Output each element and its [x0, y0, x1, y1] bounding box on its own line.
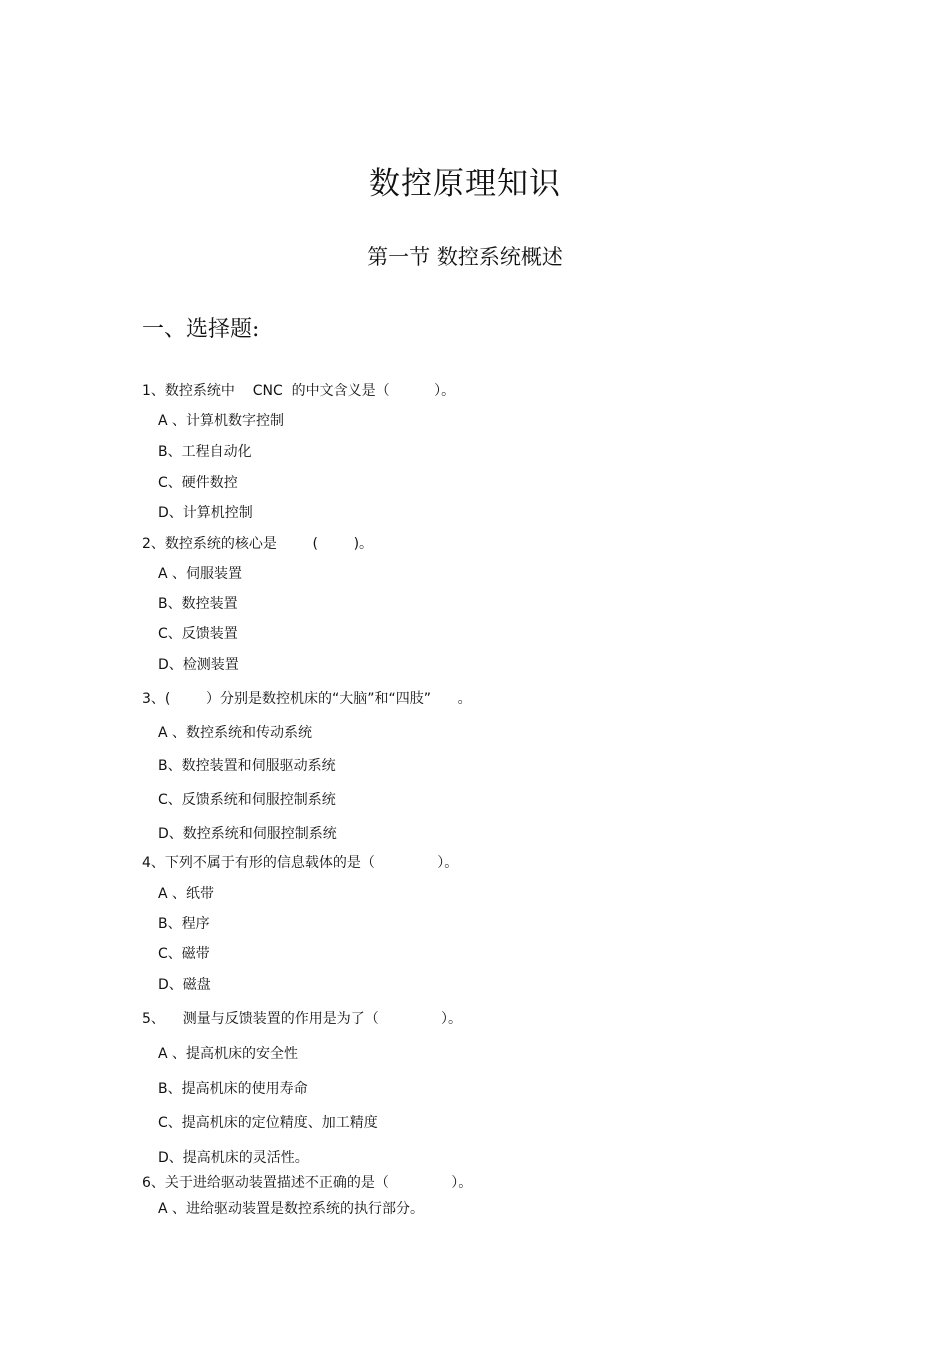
question-2-option-c: C、反馈装置 [158, 626, 238, 642]
question-5-option-c: C、提高机床的定位精度、加工精度 [158, 1115, 378, 1131]
question-1-stem: 1、数控系统中 CNC 的中文含义是（ ）。 [142, 383, 456, 399]
question-1-option-b: B、工程自动化 [158, 444, 252, 460]
question-5-option-a: A 、提高机床的安全性 [158, 1046, 299, 1062]
question-2-option-d: D、检测装置 [158, 657, 239, 673]
question-2-option-b: B、数控装置 [158, 596, 238, 612]
question-6-option-a: A 、进给驱动装置是数控系统的执行部分。 [158, 1201, 425, 1217]
part-heading: 一、选择题: [142, 317, 260, 342]
question-4-option-a: A 、纸带 [158, 886, 215, 902]
question-3-stem: 3、( ）分别是数控机床的“大脑”和“四肢” 。 [142, 691, 472, 707]
question-1-option-c: C、硬件数控 [158, 475, 238, 491]
question-4-option-c: C、磁带 [158, 946, 210, 962]
question-2-option-a: A 、伺服装置 [158, 566, 243, 582]
section-title: 第一节 数控系统概述 [367, 245, 563, 269]
question-6-stem: 6、关于进给驱动装置描述不正确的是（ ）。 [142, 1175, 473, 1191]
question-4-option-b: B、程序 [158, 916, 210, 932]
question-2-stem: 2、数控系统的核心是 ( )。 [142, 536, 374, 552]
question-3-option-d: D、数控系统和伺服控制系统 [158, 826, 337, 842]
question-4-stem: 4、下列不属于有形的信息载体的是（ ）。 [142, 855, 459, 871]
question-1-option-d: D、计算机控制 [158, 505, 253, 521]
question-3-option-a: A 、数控系统和传动系统 [158, 725, 313, 741]
question-5-option-b: B、提高机床的使用寿命 [158, 1081, 308, 1097]
question-3-option-c: C、反馈系统和伺服控制系统 [158, 792, 336, 808]
question-4-option-d: D、磁盘 [158, 977, 211, 993]
question-3-option-b: B、数控装置和伺服驱动系统 [158, 758, 336, 774]
question-5-stem: 5、 测量与反馈装置的作用是为了（ ）。 [142, 1011, 463, 1027]
page-title: 数控原理知识 [369, 166, 561, 202]
question-1-option-a: A 、计算机数字控制 [158, 413, 285, 429]
question-5-option-d: D、提高机床的灵活性。 [158, 1150, 309, 1166]
